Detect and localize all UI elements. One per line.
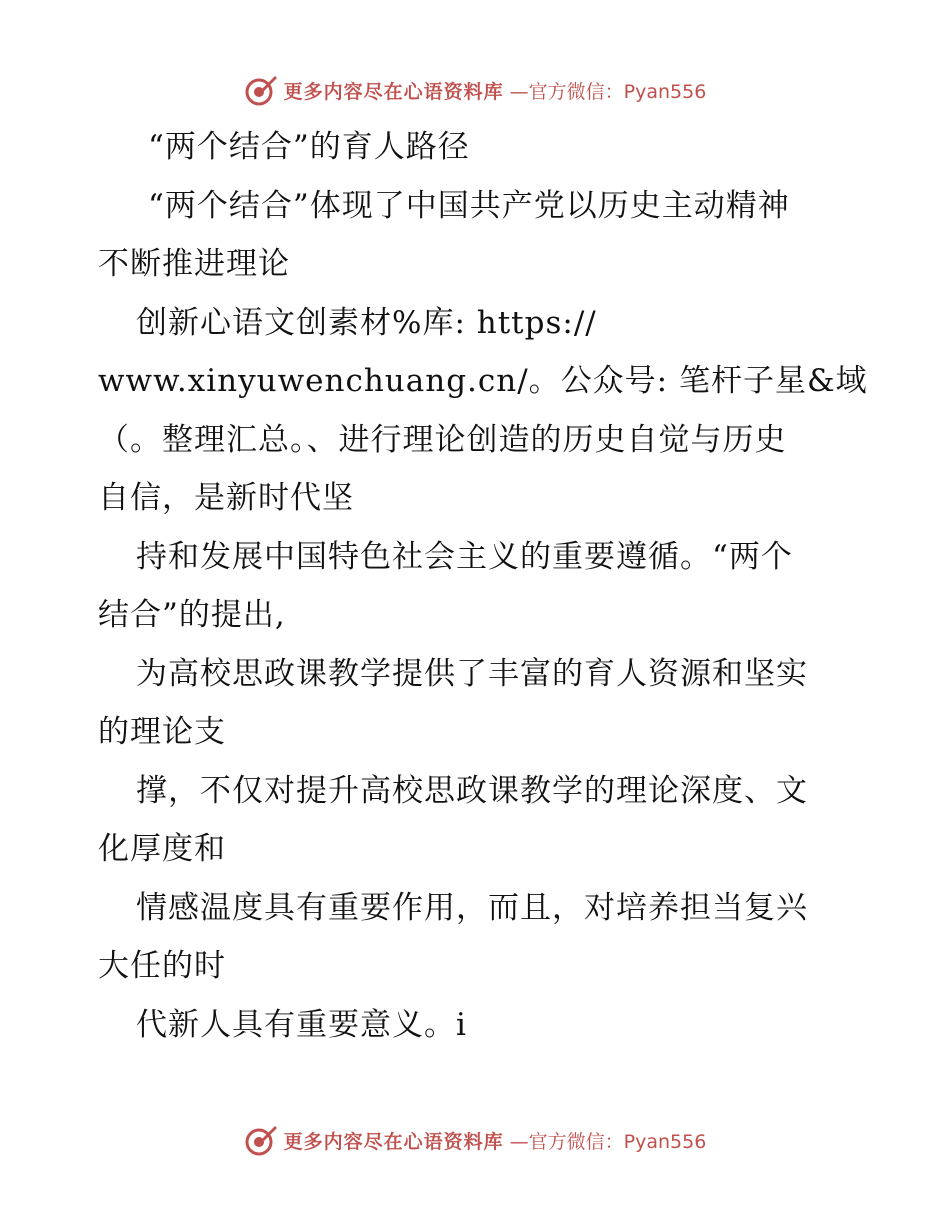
footer-banner (0, 1120, 950, 1160)
quill-logo-icon (244, 1123, 278, 1157)
paragraph-line: 化厚度和 (98, 831, 226, 867)
paragraph-line: 创新心语文创素材%库: https:// (136, 304, 597, 341)
paragraph-line: “两个结合”体现了中国共产党以历史主动精神 (148, 187, 790, 224)
banner-brand-text: 更多内容尽在心语资料库 (283, 80, 504, 103)
paragraph-line: 自信，是新时代坚 (98, 480, 354, 516)
paragraph-line: 撑，不仅对提升高校思政课教学的理论深度、文 (136, 772, 808, 809)
document-body (98, 118, 868, 1054)
header-banner (0, 70, 950, 110)
paragraph-line: 的理论支 (98, 714, 226, 750)
doc-title: “两个结合”的育人路径 (148, 129, 470, 165)
paragraph-line: 大任的时 (98, 948, 226, 984)
paragraph-line: 不断推进理论 (98, 246, 290, 282)
banner-contact-text: —官方微信：Pyan556 (509, 80, 707, 103)
paragraph-line: 持和发展中国特色社会主义的重要遵循。“两个 (136, 538, 793, 575)
paragraph-line: 结合”的提出, (98, 597, 286, 633)
paragraph-line: 代新人具有重要意义。i (136, 1006, 467, 1043)
quill-logo-icon (244, 73, 278, 107)
paragraph-line: 情感温度具有重要作用，而且，对培养担当复兴 (136, 889, 808, 926)
paragraph-line: www.xinyuwenchuang.cn/。公众号: 笔杆子星&域 (98, 363, 868, 399)
paragraph-line: （。整理汇总。、进行理论创造的历史自觉与历史 (98, 421, 787, 458)
banner-brand-text: 更多内容尽在心语资料库 (283, 1130, 504, 1153)
banner-contact-text: —官方微信：Pyan556 (509, 1130, 707, 1153)
paragraph-line: 为高校思政课教学提供了丰富的育人资源和坚实 (136, 655, 808, 692)
